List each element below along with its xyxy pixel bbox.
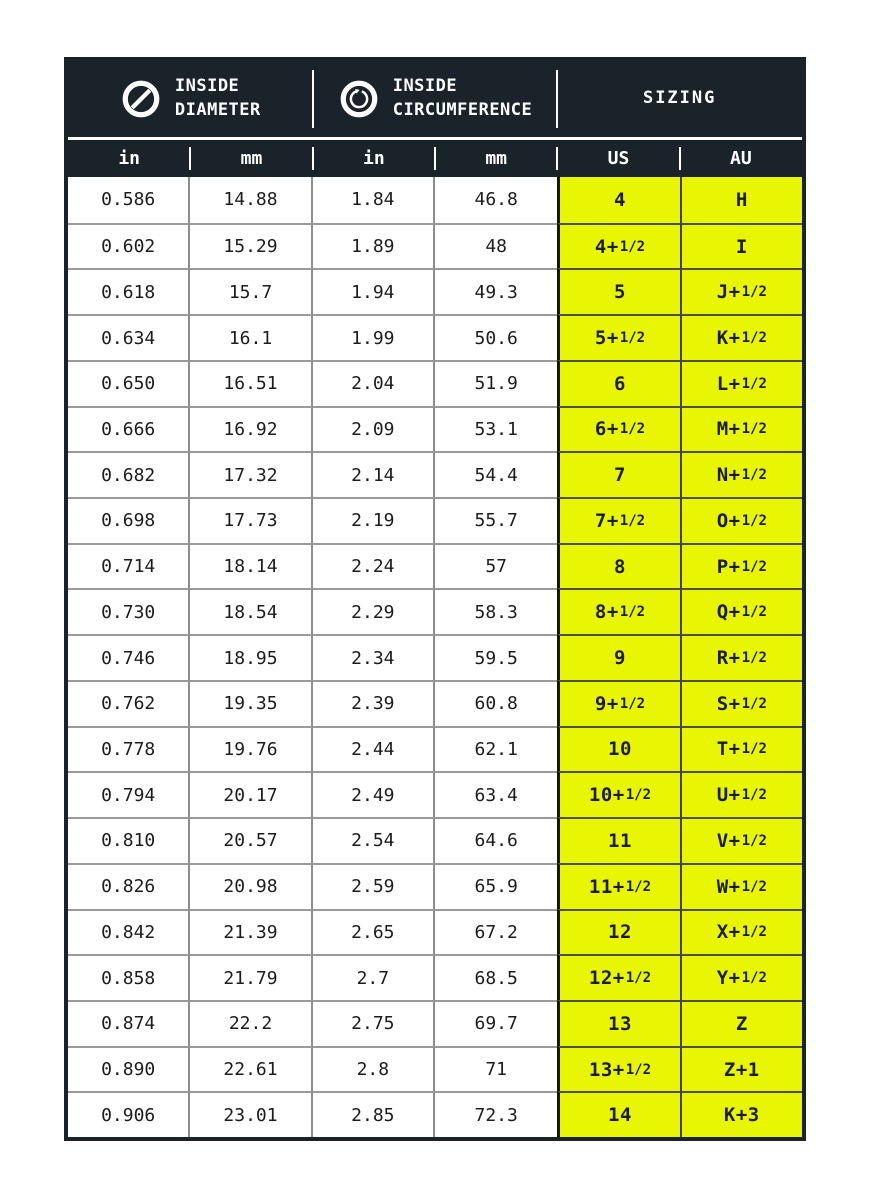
size-cell xyxy=(680,588,802,634)
size-cell xyxy=(557,863,679,909)
measure-cell: 15.29 xyxy=(190,223,312,269)
table-row xyxy=(68,543,802,589)
table-row xyxy=(68,223,802,269)
measure-cell: 0.682 xyxy=(68,451,190,497)
size-value: 4+ xyxy=(594,235,619,258)
measure-cell: 2.04 xyxy=(313,360,435,406)
measure-cell: 0.634 xyxy=(68,314,190,360)
half-fraction: 1/2 xyxy=(741,375,767,392)
measure-cell: 0.842 xyxy=(68,909,190,955)
size-cell xyxy=(680,817,802,863)
half-fraction: 1/2 xyxy=(741,832,767,849)
measure-cell: 0.714 xyxy=(68,543,190,589)
size-cell xyxy=(557,406,679,452)
size-cell xyxy=(557,954,679,1000)
table-row xyxy=(68,497,802,543)
measure-cell: 0.778 xyxy=(68,726,190,772)
half-fraction: 1/2 xyxy=(619,330,646,347)
table-row xyxy=(68,954,802,1000)
half-fraction: 1/2 xyxy=(741,421,767,438)
size-cell xyxy=(557,223,679,269)
size-value: 6+ xyxy=(594,418,619,441)
size-value: 7+ xyxy=(594,509,619,532)
half-fraction: 1/2 xyxy=(741,924,767,941)
measure-cell: 69.7 xyxy=(435,1000,557,1046)
size-cell xyxy=(680,268,802,314)
header-group-inside-circumference xyxy=(313,61,558,137)
measure-cell: 16.1 xyxy=(190,314,312,360)
half-fraction: 1/2 xyxy=(741,695,767,712)
size-value: R+ xyxy=(716,647,741,670)
measure-cell: 2.24 xyxy=(313,543,435,589)
measure-cell: 0.746 xyxy=(68,634,190,680)
size-value: U+ xyxy=(716,784,741,807)
header-label-line: INSIDE xyxy=(392,76,458,97)
half-fraction: 1/2 xyxy=(619,238,646,255)
measure-cell: 0.810 xyxy=(68,817,190,863)
header-group-sizing xyxy=(557,61,802,137)
size-cell: K+3 xyxy=(680,1091,802,1137)
size-cell: 10 xyxy=(557,726,679,772)
size-cell xyxy=(680,909,802,955)
measure-cell: 49.3 xyxy=(435,268,557,314)
size-cell: 5 xyxy=(557,268,679,314)
measure-cell: 15.7 xyxy=(190,268,312,314)
measure-cell: 0.602 xyxy=(68,223,190,269)
half-fraction: 1/2 xyxy=(625,787,652,804)
measure-cell: 20.98 xyxy=(190,863,312,909)
measure-cell: 20.17 xyxy=(190,771,312,817)
measure-cell: 18.95 xyxy=(190,634,312,680)
unit-header-au: AU xyxy=(680,140,802,177)
measure-cell: 2.14 xyxy=(313,451,435,497)
size-cell xyxy=(680,863,802,909)
size-cell xyxy=(680,451,802,497)
measure-cell: 2.54 xyxy=(313,817,435,863)
size-cell xyxy=(557,771,679,817)
measure-cell: 19.35 xyxy=(190,680,312,726)
measure-cell: 65.9 xyxy=(435,863,557,909)
measure-cell: 1.99 xyxy=(313,314,435,360)
measure-cell: 17.73 xyxy=(190,497,312,543)
size-cell: 7 xyxy=(557,451,679,497)
measure-cell: 2.85 xyxy=(313,1091,435,1137)
measure-cell: 60.8 xyxy=(435,680,557,726)
half-fraction: 1/2 xyxy=(625,878,652,895)
measure-cell: 19.76 xyxy=(190,726,312,772)
size-cell xyxy=(680,771,802,817)
measure-cell: 20.57 xyxy=(190,817,312,863)
measure-cell: 1.94 xyxy=(313,268,435,314)
measure-cell: 62.1 xyxy=(435,726,557,772)
measure-cell: 0.730 xyxy=(68,588,190,634)
half-fraction: 1/2 xyxy=(741,284,767,301)
measure-cell: 53.1 xyxy=(435,406,557,452)
size-cell xyxy=(680,726,802,772)
size-cell xyxy=(557,314,679,360)
header-group-label xyxy=(643,87,716,111)
size-value: L+ xyxy=(716,372,741,395)
measure-cell: 21.39 xyxy=(190,909,312,955)
measure-cell: 67.2 xyxy=(435,909,557,955)
table-row xyxy=(68,268,802,314)
measure-cell: 68.5 xyxy=(435,954,557,1000)
measure-cell: 0.874 xyxy=(68,1000,190,1046)
table-row xyxy=(68,771,802,817)
unit-header-circumference-mm: mm xyxy=(435,140,557,177)
half-fraction: 1/2 xyxy=(741,558,767,575)
circumference-icon xyxy=(338,78,380,120)
ring-size-table xyxy=(64,57,806,1141)
table-row xyxy=(68,909,802,955)
size-value: X+ xyxy=(716,921,741,944)
measure-cell: 0.650 xyxy=(68,360,190,406)
measure-cell: 48 xyxy=(435,223,557,269)
half-fraction: 1/2 xyxy=(741,787,767,804)
size-cell: 9 xyxy=(557,634,679,680)
size-value: N+ xyxy=(716,464,741,487)
size-value: 10+ xyxy=(588,784,625,807)
size-value: 11+ xyxy=(588,875,625,898)
size-cell xyxy=(557,1046,679,1092)
unit-header-diameter-in: in xyxy=(118,148,140,169)
size-cell xyxy=(557,497,679,543)
measure-cell: 21.79 xyxy=(190,954,312,1000)
measure-cell: 0.794 xyxy=(68,771,190,817)
size-cell xyxy=(680,680,802,726)
measure-cell: 51.9 xyxy=(435,360,557,406)
size-cell: Z+1 xyxy=(680,1046,802,1092)
table-row xyxy=(68,680,802,726)
measure-cell: 2.44 xyxy=(313,726,435,772)
measure-cell: 22.2 xyxy=(190,1000,312,1046)
header-label-line: SIZING xyxy=(642,88,717,109)
size-cell: I xyxy=(680,223,802,269)
table-row xyxy=(68,726,802,772)
measure-cell: 16.92 xyxy=(190,406,312,452)
half-fraction: 1/2 xyxy=(619,695,646,712)
measure-cell: 1.84 xyxy=(313,177,435,223)
size-value: 9+ xyxy=(594,692,619,715)
size-cell xyxy=(680,314,802,360)
half-fraction: 1/2 xyxy=(741,512,767,529)
size-value: W+ xyxy=(716,875,741,898)
size-cell xyxy=(557,680,679,726)
measure-cell: 0.586 xyxy=(68,177,190,223)
measure-cell: 2.75 xyxy=(313,1000,435,1046)
measure-cell: 0.890 xyxy=(68,1046,190,1092)
half-fraction: 1/2 xyxy=(619,421,646,438)
measure-cell: 0.906 xyxy=(68,1091,190,1137)
measure-cell: 18.14 xyxy=(190,543,312,589)
size-value: S+ xyxy=(716,692,741,715)
half-fraction: 1/2 xyxy=(619,604,646,621)
measure-cell: 23.01 xyxy=(190,1091,312,1137)
table-row xyxy=(68,1000,802,1046)
size-value: 12+ xyxy=(588,967,625,990)
unit-header-diameter-mm: mm xyxy=(190,140,312,177)
size-cell: 14 xyxy=(557,1091,679,1137)
half-fraction: 1/2 xyxy=(741,878,767,895)
table-row xyxy=(68,634,802,680)
table-row xyxy=(68,863,802,909)
half-fraction: 1/2 xyxy=(741,741,767,758)
measure-cell: 2.34 xyxy=(313,634,435,680)
table-header xyxy=(68,61,802,137)
size-cell xyxy=(557,588,679,634)
size-cell: H xyxy=(680,177,802,223)
size-cell: 8 xyxy=(557,543,679,589)
measure-cell: 57 xyxy=(435,543,557,589)
header-label-line: INSIDE xyxy=(174,76,240,97)
header-group-label xyxy=(393,75,533,123)
measure-cell: 2.29 xyxy=(313,588,435,634)
measure-cell: 0.826 xyxy=(68,863,190,909)
unit-header-us: US xyxy=(557,140,679,177)
table-row xyxy=(68,1046,802,1092)
size-cell: 4 xyxy=(557,177,679,223)
size-cell xyxy=(680,406,802,452)
measure-cell: 72.3 xyxy=(435,1091,557,1137)
measure-cell: 2.09 xyxy=(313,406,435,452)
size-cell: 13 xyxy=(557,1000,679,1046)
table-row xyxy=(68,817,802,863)
measure-cell: 55.7 xyxy=(435,497,557,543)
measure-cell: 2.59 xyxy=(313,863,435,909)
unit-header-circumference-in: in xyxy=(313,140,435,177)
size-cell xyxy=(680,497,802,543)
size-cell xyxy=(680,954,802,1000)
unit-header-row xyxy=(68,140,802,177)
measure-cell: 71 xyxy=(435,1046,557,1092)
size-cell: Z xyxy=(680,1000,802,1046)
size-value: Y+ xyxy=(716,967,741,990)
table-row xyxy=(68,588,802,634)
measure-cell: 50.6 xyxy=(435,314,557,360)
table-row xyxy=(68,177,802,223)
header-group-inside-diameter xyxy=(68,61,313,137)
measure-cell: 2.7 xyxy=(313,954,435,1000)
measure-cell: 17.32 xyxy=(190,451,312,497)
header-label-line: CIRCUMFERENCE xyxy=(392,100,533,120)
half-fraction: 1/2 xyxy=(741,650,767,667)
half-fraction: 1/2 xyxy=(741,604,767,621)
measure-cell: 59.5 xyxy=(435,634,557,680)
measure-cell: 2.65 xyxy=(313,909,435,955)
measure-cell: 0.698 xyxy=(68,497,190,543)
size-cell: 6 xyxy=(557,360,679,406)
half-fraction: 1/2 xyxy=(625,970,652,987)
size-value: Q+ xyxy=(716,601,741,624)
measure-cell: 0.666 xyxy=(68,406,190,452)
table-row xyxy=(68,360,802,406)
measure-cell: 2.19 xyxy=(313,497,435,543)
table-row xyxy=(68,451,802,497)
table-row xyxy=(68,406,802,452)
measure-cell: 14.88 xyxy=(190,177,312,223)
size-cell xyxy=(680,360,802,406)
half-fraction: 1/2 xyxy=(741,467,767,484)
size-value: T+ xyxy=(716,738,741,761)
measure-cell: 22.61 xyxy=(190,1046,312,1092)
measure-cell: 1.89 xyxy=(313,223,435,269)
diameter-icon xyxy=(120,78,162,120)
table-row xyxy=(68,1091,802,1137)
measure-cell: 16.51 xyxy=(190,360,312,406)
measure-cell: 2.49 xyxy=(313,771,435,817)
measure-cell: 2.39 xyxy=(313,680,435,726)
size-value: O+ xyxy=(716,509,741,532)
size-value: K+ xyxy=(716,327,741,350)
half-fraction: 1/2 xyxy=(741,330,767,347)
size-value: 8+ xyxy=(594,601,619,624)
measure-cell: 18.54 xyxy=(190,588,312,634)
size-value: M+ xyxy=(716,418,741,441)
table-body xyxy=(68,177,802,1137)
size-value: V+ xyxy=(716,829,741,852)
size-cell xyxy=(680,543,802,589)
size-cell: 11 xyxy=(557,817,679,863)
size-cell xyxy=(680,634,802,680)
half-fraction: 1/2 xyxy=(741,970,767,987)
measure-cell: 63.4 xyxy=(435,771,557,817)
measure-cell: 2.8 xyxy=(313,1046,435,1092)
table-row xyxy=(68,314,802,360)
header-label-line: DIAMETER xyxy=(174,100,261,120)
size-value: P+ xyxy=(716,555,741,578)
measure-cell: 0.762 xyxy=(68,680,190,726)
half-fraction: 1/2 xyxy=(619,512,646,529)
size-cell: 12 xyxy=(557,909,679,955)
measure-cell: 54.4 xyxy=(435,451,557,497)
measure-cell: 0.618 xyxy=(68,268,190,314)
size-value: 13+ xyxy=(588,1058,625,1081)
measure-cell: 46.8 xyxy=(435,177,557,223)
measure-cell: 0.858 xyxy=(68,954,190,1000)
measure-cell: 58.3 xyxy=(435,588,557,634)
size-value: 5+ xyxy=(594,327,619,350)
half-fraction: 1/2 xyxy=(625,1061,652,1078)
size-value: J+ xyxy=(716,281,741,304)
header-group-label xyxy=(175,75,261,123)
measure-cell: 64.6 xyxy=(435,817,557,863)
